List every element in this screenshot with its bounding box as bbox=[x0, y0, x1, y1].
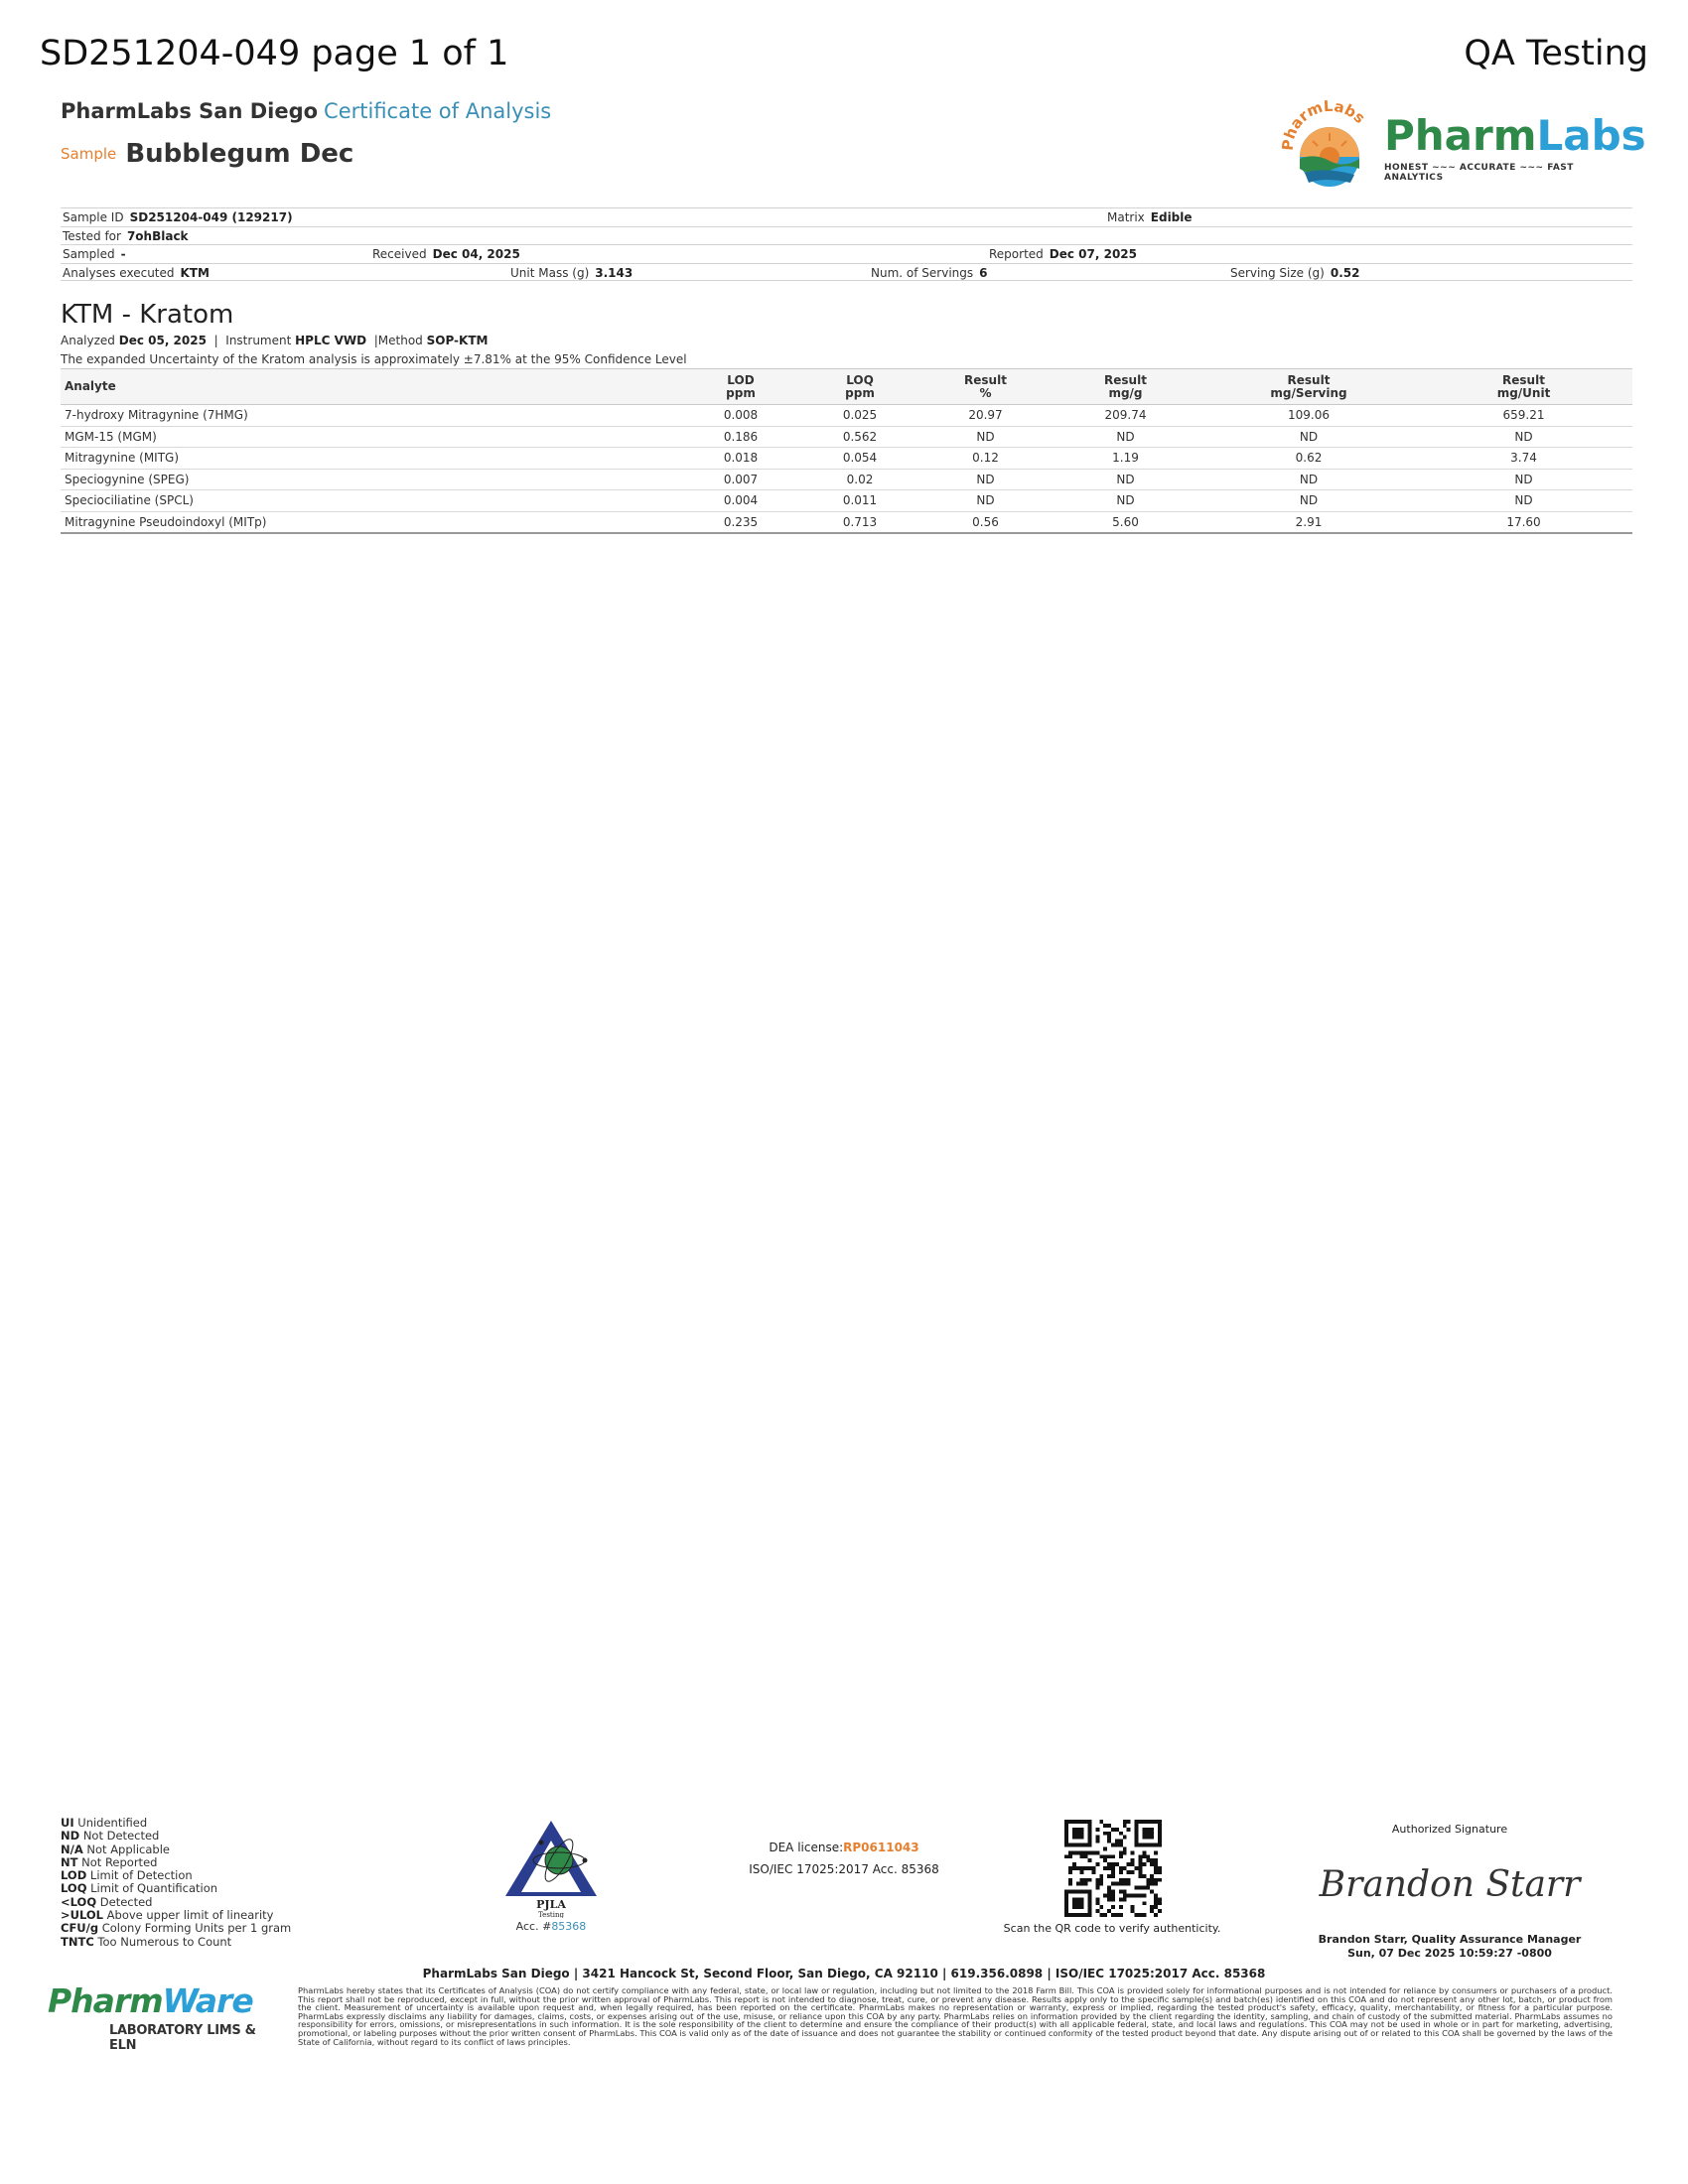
table-row bbox=[61, 426, 1632, 448]
table-cell: 0.02 bbox=[797, 469, 922, 490]
analyte-name: Speciociliatine (SPCL) bbox=[61, 490, 684, 512]
table-cell: 0.562 bbox=[797, 426, 922, 448]
qr-code-icon[interactable] bbox=[1064, 1820, 1162, 1917]
meta-row: Tested for 7ohBlack bbox=[61, 226, 1632, 245]
report-page-id: SD251204-049 page 1 of 1 bbox=[40, 34, 509, 73]
table-cell: ND bbox=[1049, 490, 1202, 512]
table-cell: 0.007 bbox=[684, 469, 797, 490]
sample-label: Sample bbox=[61, 145, 117, 163]
column-header: Result % bbox=[922, 369, 1049, 405]
matrix-value: Edible bbox=[1150, 210, 1193, 224]
table-row bbox=[61, 511, 1632, 533]
lab-name: PharmLabs San Diego bbox=[61, 99, 319, 123]
table-row bbox=[61, 405, 1632, 427]
pjla-acc-number: Acc. #85368 bbox=[515, 1920, 587, 1933]
pjla-accreditation bbox=[501, 1817, 601, 1936]
signatory bbox=[1281, 1933, 1618, 1961]
table-cell: 20.97 bbox=[922, 405, 1049, 427]
table-cell: 0.56 bbox=[922, 511, 1049, 533]
legend-item: ND Not Detected bbox=[61, 1829, 160, 1843]
table-cell: 0.235 bbox=[684, 511, 797, 533]
sample-id-value: SD251204-049 (129217) bbox=[129, 210, 293, 224]
table-row bbox=[61, 469, 1632, 490]
legend-item: N/A Not Applicable bbox=[61, 1842, 170, 1856]
legend-item: CFU/g Colony Forming Units per 1 gram bbox=[61, 1921, 292, 1936]
analyzed-date: Dec 05, 2025 bbox=[118, 334, 207, 347]
report-type: QA Testing bbox=[1464, 34, 1648, 73]
legend-item: NT Not Reported bbox=[61, 1854, 158, 1869]
analyte-name: 7-hydroxy Mitragynine (7HMG) bbox=[61, 405, 684, 427]
analyses-value: KTM bbox=[180, 265, 210, 280]
svg-text:Brandon Starr: Brandon Starr bbox=[1319, 1864, 1581, 1905]
table-cell: 0.054 bbox=[797, 448, 922, 470]
unit-mass-value: 3.143 bbox=[595, 265, 633, 280]
signature-title: Authorized Signature bbox=[1391, 1823, 1508, 1836]
column-header: Result mg/Serving bbox=[1202, 369, 1415, 405]
dea-license-block bbox=[695, 1837, 993, 1880]
sample-metadata bbox=[61, 207, 1632, 281]
table-cell: ND bbox=[1202, 426, 1415, 448]
analyte-name: Mitragynine Pseudoindoxyl (MITp) bbox=[61, 511, 684, 533]
table-cell: ND bbox=[1049, 469, 1202, 490]
table-cell: 0.186 bbox=[684, 426, 797, 448]
abbreviation-legend bbox=[61, 1817, 291, 1949]
dea-number: RP0611043 bbox=[843, 1841, 919, 1854]
table-cell: 0.008 bbox=[684, 405, 797, 427]
legend-item: LOD Limit of Detection bbox=[61, 1868, 193, 1883]
table-cell: 1.19 bbox=[1049, 448, 1202, 470]
pharmware-logo: PharmWare LABORATORY LIMS & ELN bbox=[48, 1981, 276, 2051]
analyte-name: Speciogynine (SPEG) bbox=[61, 469, 684, 490]
meta-row: Sampled - Received Dec 04, 2025 Reported Dec 07, 2025 bbox=[61, 244, 1632, 263]
method-value: SOP-KTM bbox=[426, 334, 489, 347]
table-cell: 0.018 bbox=[684, 448, 797, 470]
table-row bbox=[61, 490, 1632, 512]
table-cell: 109.06 bbox=[1202, 405, 1415, 427]
table-cell: 209.74 bbox=[1049, 405, 1202, 427]
instrument-value: HPLC VWD bbox=[295, 334, 367, 347]
table-cell: 0.011 bbox=[797, 490, 922, 512]
analysis-info: Analyzed Dec 05, 2025 | Instrument HPLC VWD |Method SOP-KTM bbox=[61, 334, 489, 347]
column-header: LOQ ppm bbox=[797, 369, 922, 405]
svg-text:PJLA: PJLA bbox=[536, 1898, 566, 1911]
table-cell: 3.74 bbox=[1415, 448, 1632, 470]
handwritten-signature-icon bbox=[1301, 1854, 1599, 1914]
logo-tagline: HONEST ~~~ ACCURATE ~~~ FAST ANALYTICS bbox=[1384, 163, 1574, 183]
qr-caption: Scan the QR code to verify authenticity. bbox=[1003, 1922, 1221, 1935]
legend-item: LOQ Limit of Quantification bbox=[61, 1881, 218, 1896]
table-cell: 0.12 bbox=[922, 448, 1049, 470]
page-header bbox=[40, 34, 1648, 81]
table-cell: ND bbox=[1202, 469, 1415, 490]
pharmlabs-logo bbox=[1275, 97, 1646, 193]
pharmware-subtitle: LABORATORY LIMS & ELN bbox=[109, 2023, 256, 2053]
table-cell: 0.004 bbox=[684, 490, 797, 512]
analyte-name: MGM-15 (MGM) bbox=[61, 426, 684, 448]
table-cell: 5.60 bbox=[1049, 511, 1202, 533]
table-cell: ND bbox=[1415, 469, 1632, 490]
legend-item: <LOQ Detected bbox=[61, 1894, 153, 1909]
svg-text:PharmLabs: PharmLabs bbox=[1278, 97, 1369, 152]
section-title: KTM - Kratom bbox=[61, 300, 234, 330]
doc-type: Certificate of Analysis bbox=[324, 99, 552, 123]
sample-title bbox=[61, 139, 353, 169]
uncertainty-statement: The expanded Uncertainty of the Kratom analysis is approximately ±7.81% at the 95% Confidence Level bbox=[61, 352, 687, 366]
table-cell: 0.713 bbox=[797, 511, 922, 533]
pharmlabs-emblem-icon bbox=[1275, 97, 1384, 193]
serving-size-value: 0.52 bbox=[1330, 265, 1360, 280]
logo-wordmark: PharmLabs bbox=[1384, 111, 1646, 160]
table-body bbox=[61, 405, 1632, 533]
table-cell: ND bbox=[1415, 490, 1632, 512]
sampled-value: - bbox=[120, 247, 126, 261]
table-cell: ND bbox=[1049, 426, 1202, 448]
signatory-name: Brandon Starr, Quality Assurance Manager bbox=[1318, 1933, 1582, 1946]
meta-row: Analyses executed KTM Unit Mass (g) 3.143 Num. of Servings 6 Serving Size (g) 0.52 bbox=[61, 263, 1632, 282]
table-header-row bbox=[61, 369, 1632, 405]
pjla-badge-icon bbox=[501, 1817, 601, 1918]
received-value: Dec 04, 2025 bbox=[432, 247, 520, 261]
legend-item: UI Unidentified bbox=[61, 1816, 148, 1830]
analyte-name: Mitragynine (MITG) bbox=[61, 448, 684, 470]
iso-accreditation: ISO/IEC 17025:2017 Acc. 85368 bbox=[749, 1862, 939, 1876]
dea-label: DEA license: bbox=[769, 1841, 844, 1854]
legend-item: TNTC Too Numerous to Count bbox=[61, 1934, 232, 1949]
table-cell: ND bbox=[1415, 426, 1632, 448]
tested-for-value: 7ohBlack bbox=[126, 228, 189, 243]
table-cell: ND bbox=[922, 469, 1049, 490]
reported-value: Dec 07, 2025 bbox=[1049, 247, 1138, 261]
table-cell: ND bbox=[922, 426, 1049, 448]
sample-name: Bubblegum Dec bbox=[125, 139, 354, 169]
table-cell: 0.025 bbox=[797, 405, 922, 427]
meta-row: Sample ID SD251204-049 (129217) Matrix Edible bbox=[61, 207, 1632, 226]
column-header: Result mg/g bbox=[1049, 369, 1202, 405]
signature-date: Sun, 07 Dec 2025 10:59:27 -0800 bbox=[1347, 1947, 1552, 1960]
table-cell: 2.91 bbox=[1202, 511, 1415, 533]
svg-text:Testing: Testing bbox=[538, 1911, 564, 1918]
legal-disclaimer: PharmLabs hereby states that its Certificates of Analysis (COA) do not certify compliance with any federal, state, or local law or regulation, including but not limited to the 2018 Farm Bill. This COA is provided solely for informational purposes and is not intended for reliance by consumers or purchasers of a product. This report shall not be reproduced, except in full, without the prior written approval of PharmLabs. This report is not intended to diagnose, treat, cure, or prevent any disease. Results apply only to the specific sample(s) and batch(es) identified on this COA and do not represent any other lot, batch, or product from the client. Measurement of uncertainty is available upon request and, when legally required, has been reported on the certificate. PharmLabs makes no representation or warranty, express or implied, regarding the tested product's safety, efficacy, quality, merchantability, or fitness for a particular purpose. PharmLabs expressly disclaims any liability for damages, claims, costs, or expenses arising out of the use, misuse, or reliance upon this COA by any party. PharmLabs relies on information provided by the client regarding the identity, sampling, and chain of custody of the submitted material. PharmLabs assumes no responsibility for errors, omissions, or misrepresentations in such information. It is the sole responsibility of the client to determine and ensure the compliance of their product(s) with all applicable federal, state, and local laws and regulations. This COA may not be used in whole or in part for marketing, advertising, promotional, or labeling purposes without the prior written consent of PharmLabs. This COA is valid only as of the date of issuance and does not guarantee the stability or continued conformity of the tested product beyond that date. Any dispute arising out of or related to this COA shall be governed by the laws of the State of California, without regard to its conflict of laws principles. bbox=[298, 1985, 1613, 2047]
column-header: Analyte bbox=[61, 369, 684, 405]
results-table bbox=[61, 368, 1632, 534]
footer-address: PharmLabs San Diego | 3421 Hancock St, Second Floor, San Diego, CA 92110 | 619.356.0898 | ISO/IEC 17025:2017 Acc. 85368 bbox=[422, 1967, 1266, 1980]
column-header: Result mg/Unit bbox=[1415, 369, 1632, 405]
table-cell: ND bbox=[1202, 490, 1415, 512]
table-row bbox=[61, 448, 1632, 470]
legend-item: >ULOL Above upper limit of linearity bbox=[61, 1908, 274, 1923]
table-cell: 659.21 bbox=[1415, 405, 1632, 427]
table-cell: ND bbox=[922, 490, 1049, 512]
table-cell: 0.62 bbox=[1202, 448, 1415, 470]
servings-value: 6 bbox=[979, 265, 988, 280]
column-header: LOD ppm bbox=[684, 369, 797, 405]
table-cell: 17.60 bbox=[1415, 511, 1632, 533]
document-title bbox=[61, 99, 551, 123]
